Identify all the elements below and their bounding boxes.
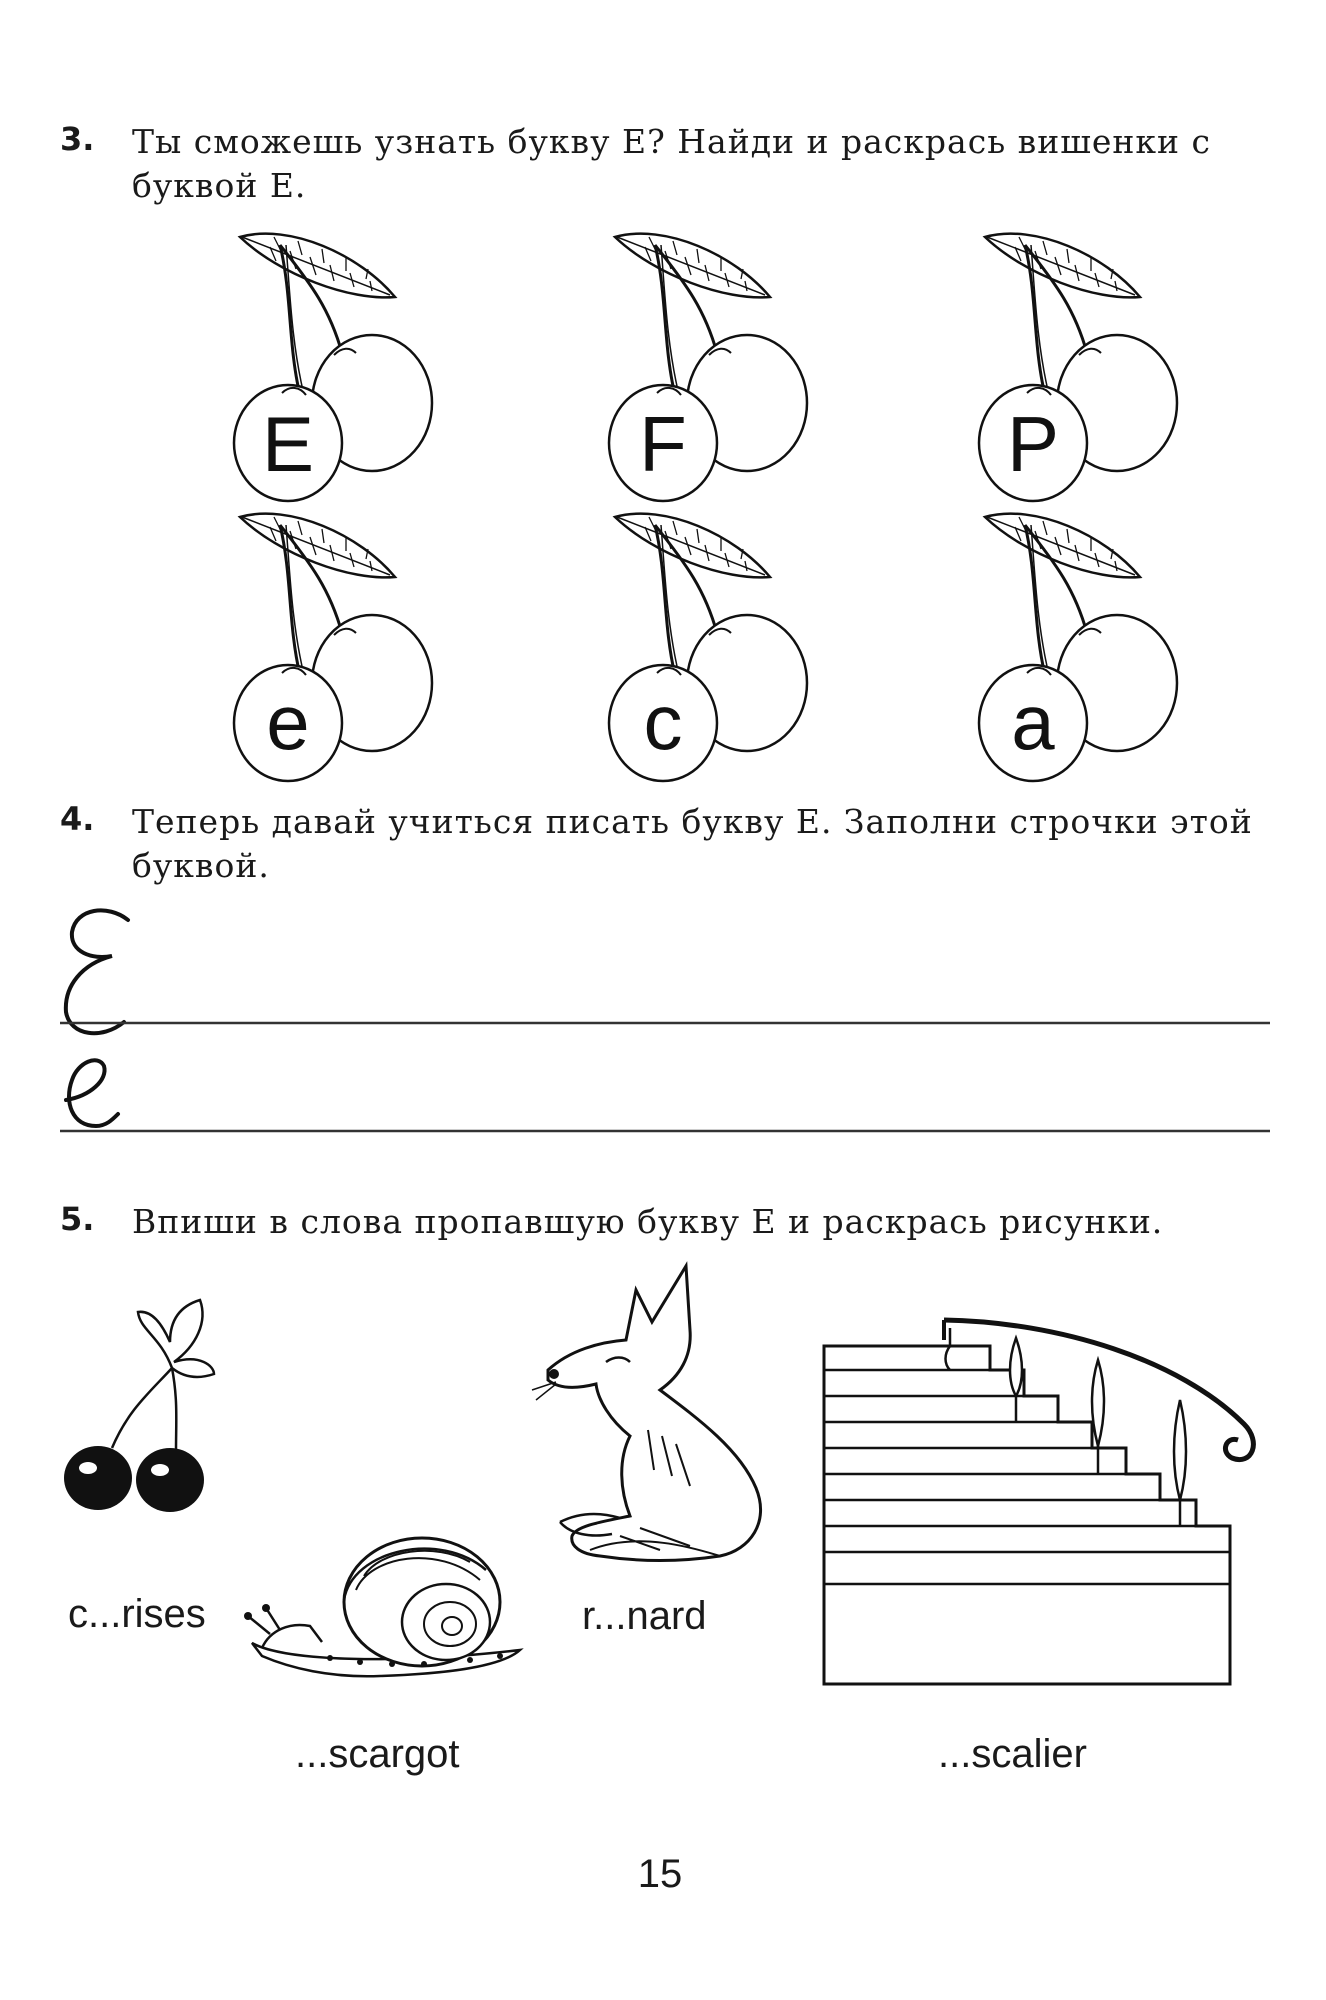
cherry-letter: E (261, 400, 315, 488)
writing-line-upper[interactable] (60, 910, 1270, 1033)
snail-picture[interactable] (244, 1538, 520, 1676)
cherry-e[interactable] (234, 514, 432, 781)
cherry-letter: e (266, 678, 310, 766)
cherry-a[interactable] (979, 514, 1177, 781)
cherry-grid (0, 215, 1326, 795)
cherry-letter: a (1011, 678, 1055, 766)
fox-picture[interactable] (532, 1266, 761, 1561)
task-number: 3. (60, 120, 95, 158)
cherry-F[interactable] (609, 234, 807, 501)
cherry-letter: c (643, 678, 683, 766)
task-3 (60, 120, 1280, 208)
cursive-small-e (66, 1060, 118, 1126)
task-instruction: Теперь давай учиться писать букву E. Заполни строчки этой буквой. (132, 802, 1253, 885)
page-number: 15 (637, 1852, 683, 1896)
handwriting-practice (0, 890, 1326, 1140)
pictures (0, 1250, 1326, 1730)
task-instruction: Впиши в слова пропавшую букву E и раскрась рисунки. (132, 1202, 1164, 1241)
task-instruction: Ты сможешь узнать букву E? Найди и раскрась вишенки с буквой E. (132, 122, 1212, 205)
cherry-letter: F (639, 400, 687, 488)
task-number: 4. (60, 800, 95, 838)
word-renard[interactable]: r...nard (582, 1594, 707, 1638)
writing-line-lower[interactable] (60, 1060, 1270, 1131)
staircase-picture[interactable] (824, 1320, 1253, 1684)
cursive-capital-e (66, 910, 128, 1033)
task-number: 5. (60, 1200, 95, 1238)
cherry-letter: P (1006, 400, 1060, 488)
cherry-P[interactable] (979, 234, 1177, 501)
cherry-c[interactable] (609, 514, 807, 781)
word-escargot[interactable]: ...scargot (295, 1732, 460, 1776)
word-cherries[interactable]: c...rises (68, 1592, 206, 1636)
cherries-picture[interactable] (64, 1300, 214, 1512)
cherry-E[interactable] (234, 234, 432, 501)
word-escalier[interactable]: ...scalier (938, 1732, 1087, 1776)
task-4 (60, 800, 1280, 888)
task-5 (60, 1200, 1280, 1244)
